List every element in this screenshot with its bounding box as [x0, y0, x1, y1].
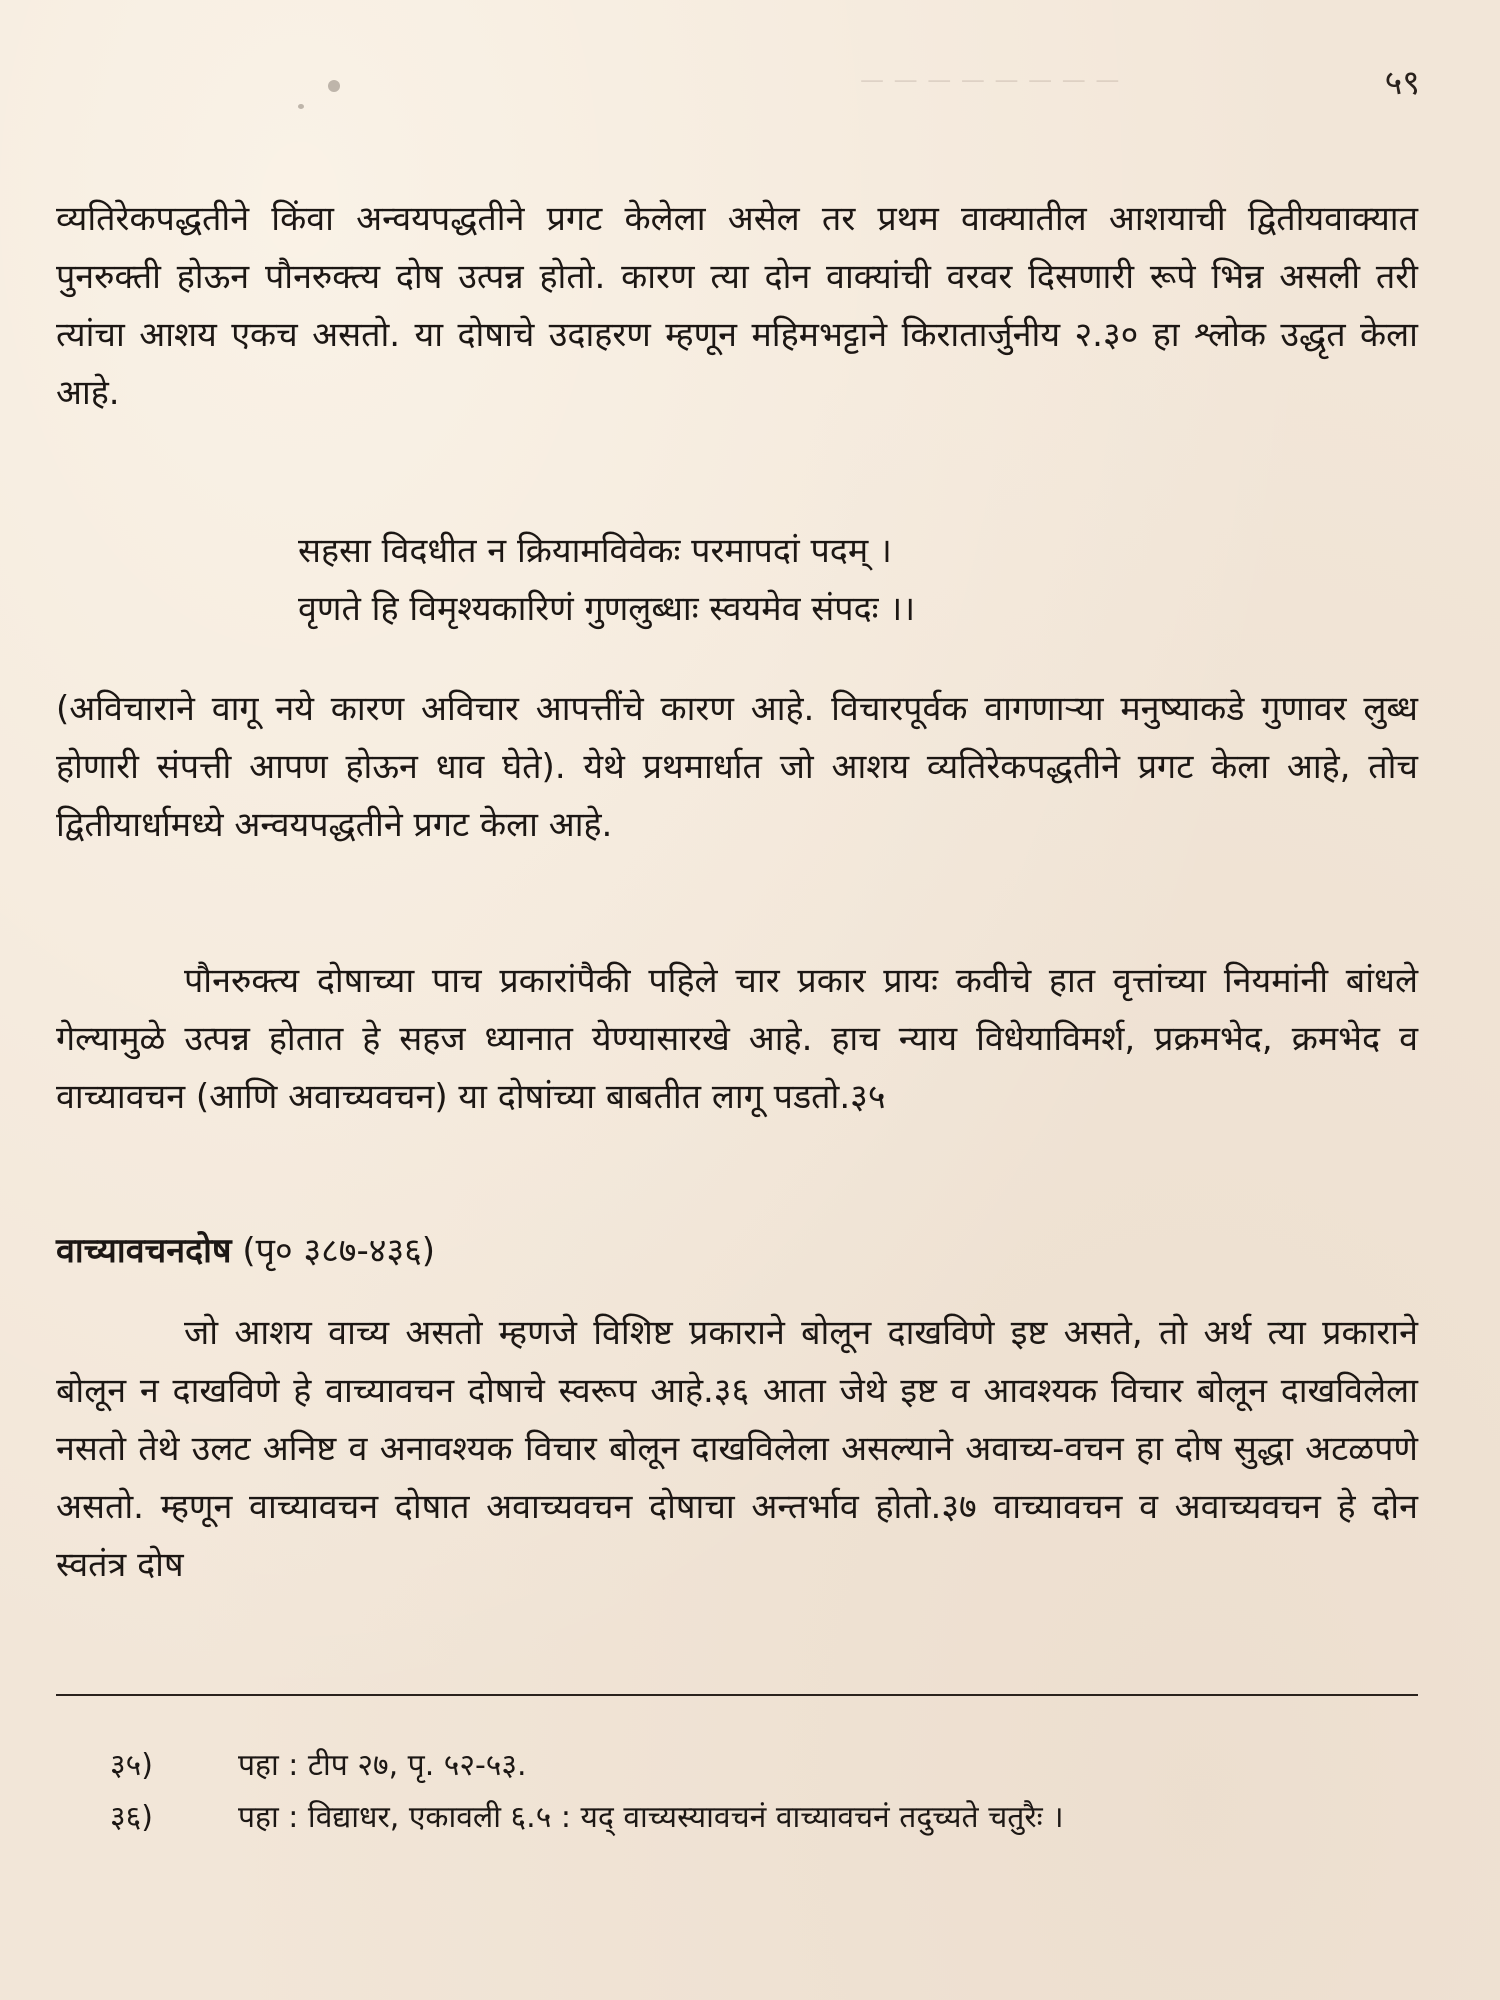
paragraph-3: पौनरुक्त्य दोषाच्या पाच प्रकारांपैकी पहिले चार प्रकार प्रायः कवीचे हात वृत्तांच्या नियमांनी बांधले गेल्यामुळे उत्पन्न होतात हे सहज ध्यानात येण्यासारखे आहे. हाच न्याय विधेयाविमर्श, प्रक्रमभेद, क्रमभेद व वाच्यावचन (आणि अवाच्यवचन) या दोषांच्या बाबतीत लागू पडतो.३५	[56, 961, 1418, 1117]
ink-spot	[298, 104, 304, 109]
section-heading	[56, 1222, 435, 1280]
verse-quotation	[298, 522, 1298, 638]
footnote-text: पहा : टीप २७, पृ. ५२-५३.	[238, 1748, 527, 1783]
footnotes	[110, 1740, 1420, 1844]
paragraph-4: जो आशय वाच्य असतो म्हणजे विशिष्ट प्रकाराने बोलून दाखविणे इष्ट असते, तो अर्थ त्या प्रकाराने बोलून न दाखविणे हे वाच्यावचन दोषाचे स्वरूप आहे.३६ आता जेथे इष्ट व आवश्यक विचार बोलून दाखविलेला नसतो तेथे उलट अनिष्ट व अनावश्यक विचार बोलून दाखविलेला असल्याने अवाच्य-वचन हा दोष सुद्धा अटळपणे असतो. म्हणून वाच्यावचन दोषात अवाच्यवचन दोषाचा अन्तर्भाव होतो.३७ वाच्यावचन व अवाच्यवचन हे दोन स्वतंत्र दोष	[56, 1313, 1418, 1585]
paragraph-1: व्यतिरेकपद्धतीने किंवा अन्वयपद्धतीने प्रगट केलेला असेल तर प्रथम वाक्यातील आशयाची द्वितीयवाक्यात पुनरुक्ती होऊन पौनरुक्त्य दोष उत्पन्न होतो. कारण त्या दोन वाक्यांची वरवर दिसणारी रूपे भिन्न असली तरी त्यांचा आशय एकच असतो. या दोषाचे उदाहरण म्हणून महिमभट्टाने किरातार्जुनीय २.३० हा श्लोक उद्धृत केला आहे.	[56, 199, 1418, 413]
paragraph-2: (अविचाराने वागू नये कारण अविचार आपत्तींचे कारण आहे. विचारपूर्वक वागणाऱ्या मनुष्याकडे गुणावर लुब्ध होणारी संपत्ती आपण होऊन धाव घेते). येथे प्रथमार्धात जो आशय व्यतिरेकपद्धतीने प्रगट केला आहे, तोच द्वितीयार्धामध्ये अन्वयपद्धतीने प्रगट केला आहे.	[56, 689, 1418, 845]
footnote-number: ३६)	[110, 1800, 153, 1835]
footnote-36	[110, 1792, 1420, 1844]
bleed-through-header: — — — — — — — —	[860, 66, 1121, 94]
section-heading-page-ref: (पृ० ३८७-४३६)	[231, 1231, 436, 1271]
page-number: ५९	[1384, 63, 1420, 103]
ink-spot	[328, 80, 340, 92]
footnote-number: ३५)	[110, 1748, 153, 1783]
verse-line-2: वृणते हि विमृश्यकारिणं गुणलुब्धाः स्वयमेव संपदः ।।	[298, 589, 916, 629]
section-heading-title: वाच्यावचनदोष	[56, 1231, 232, 1271]
footnote-divider	[56, 1694, 1418, 1696]
footnote-text: पहा : विद्याधर, एकावली ६.५ : यद् वाच्यस्यावचनं वाच्यावचनं तदुच्यते चतुरैः ।	[238, 1800, 1064, 1835]
verse-line-1: सहसा विदधीत न क्रियामविवेकः परमापदां पदम् ।	[298, 531, 892, 571]
footnote-35	[110, 1740, 1420, 1792]
